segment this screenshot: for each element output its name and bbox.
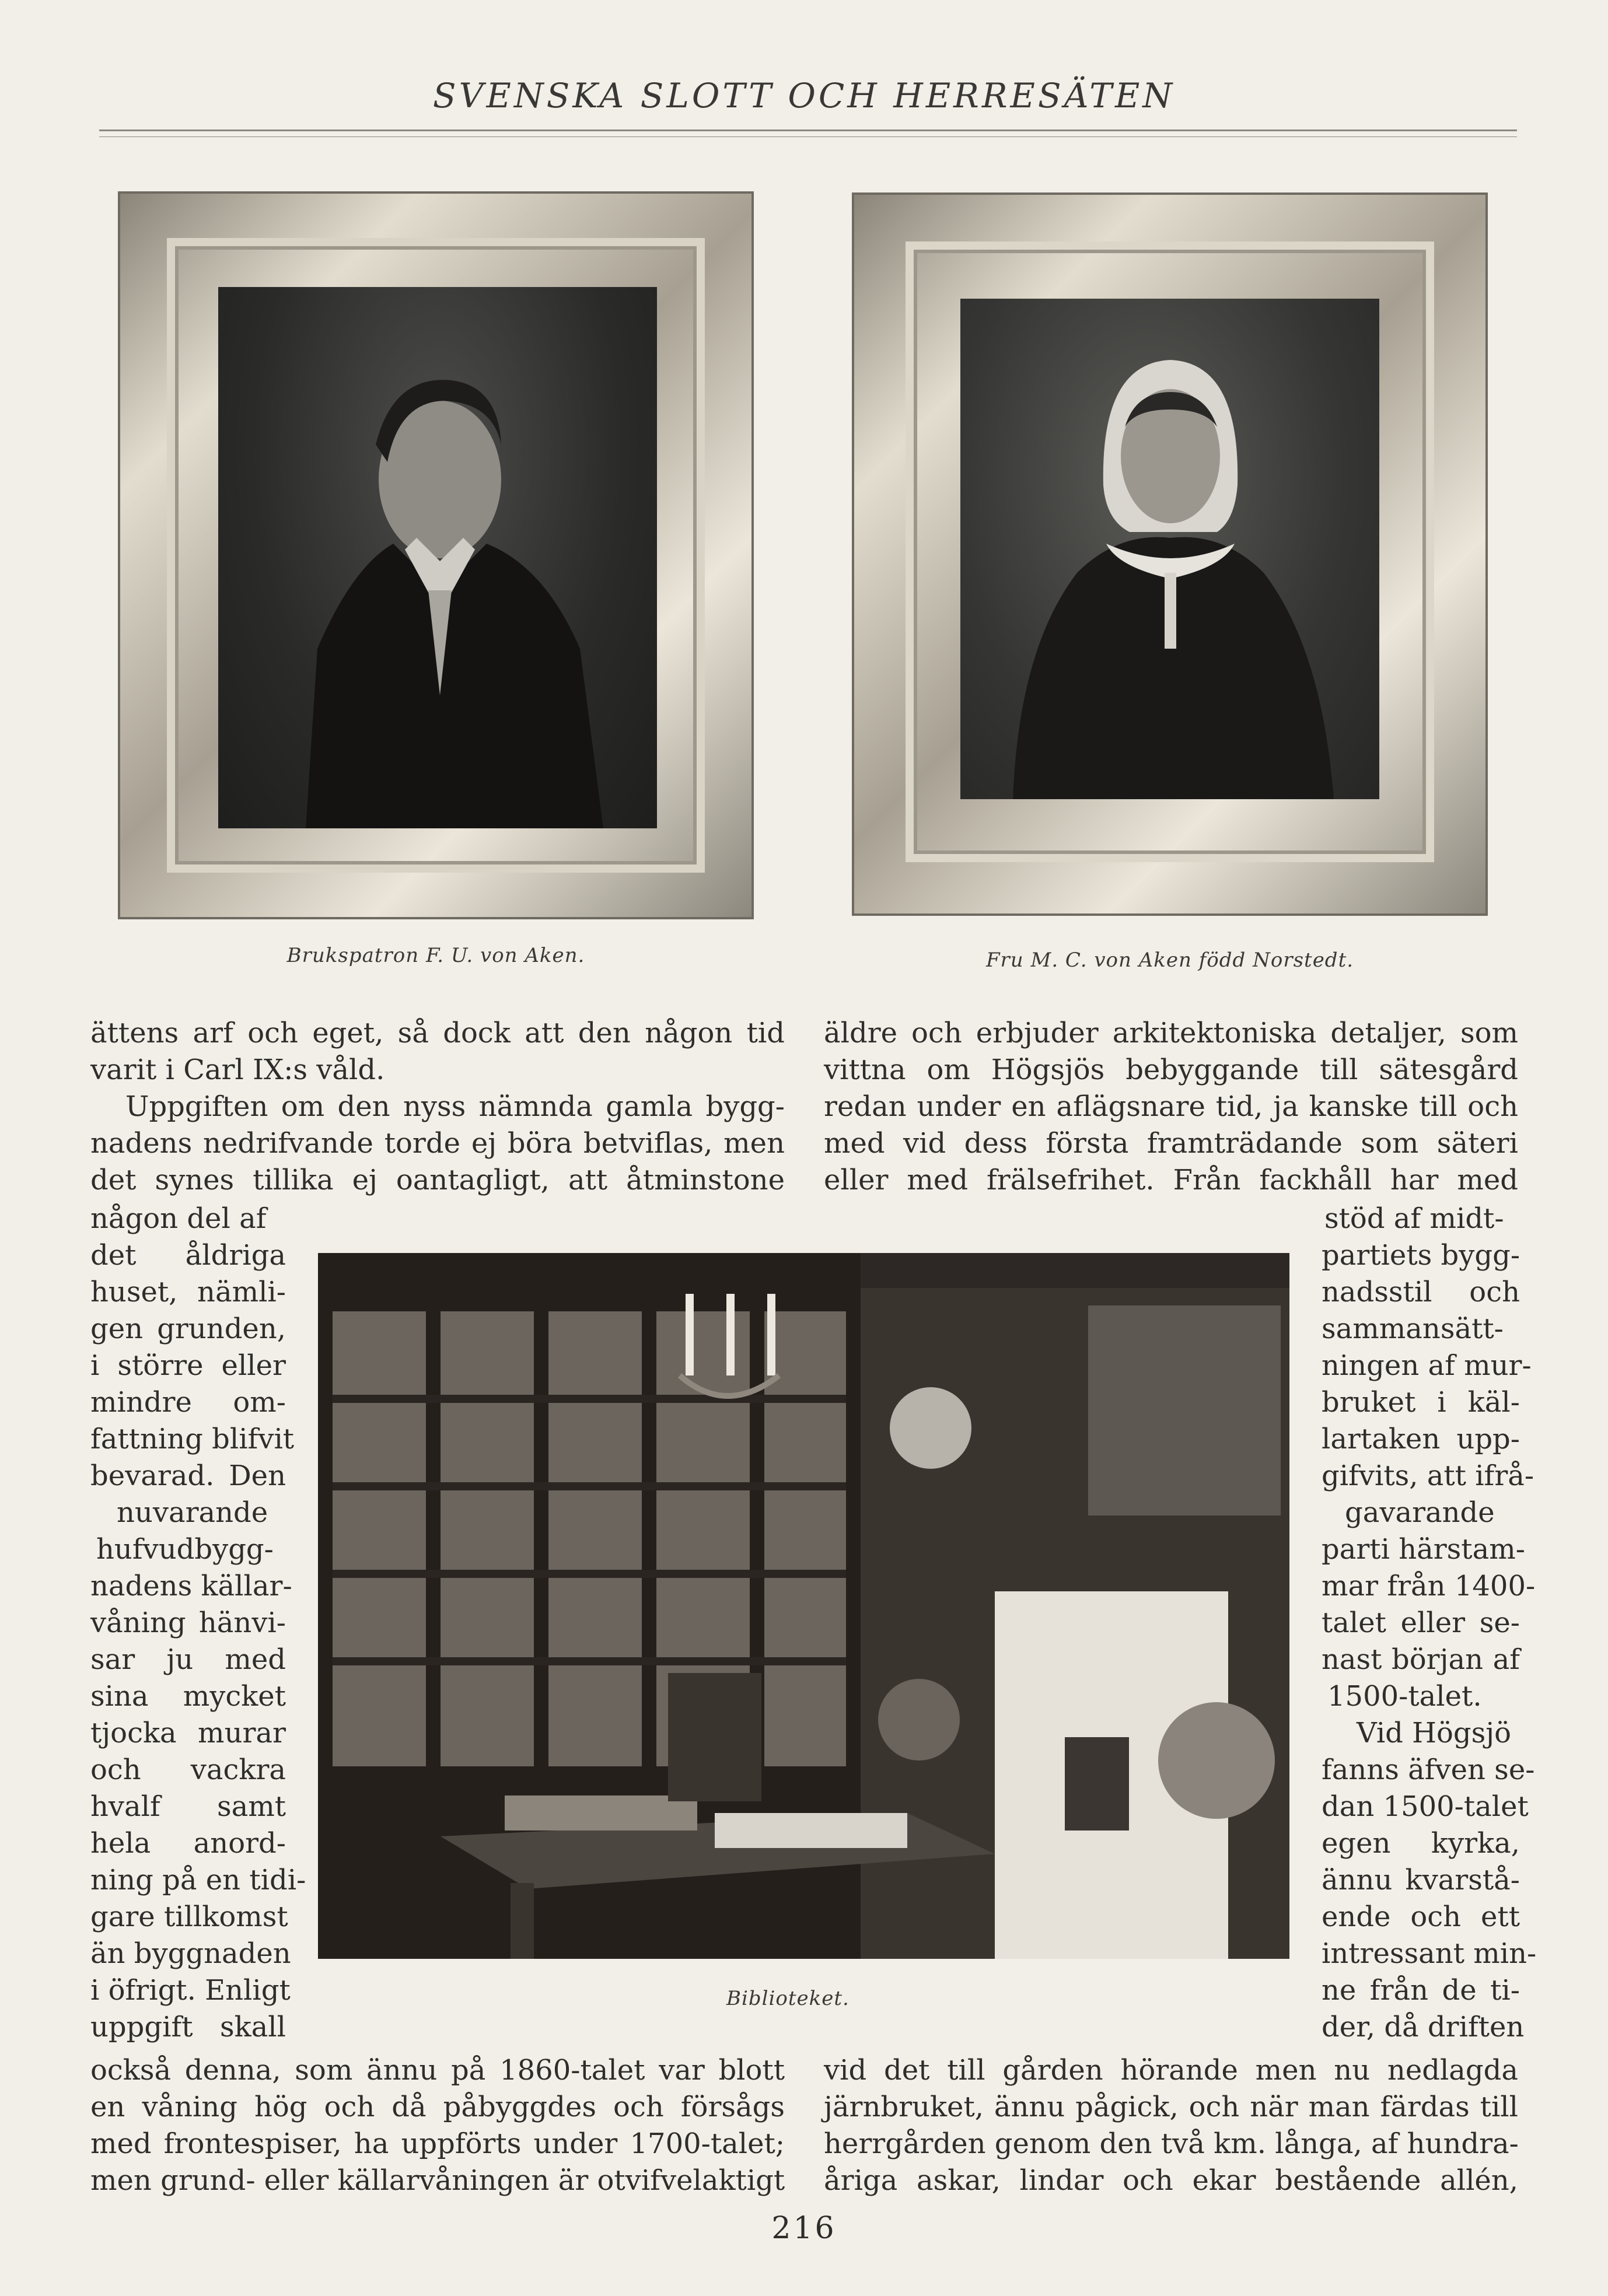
- header-rule-thin: [99, 136, 1517, 137]
- library-caption: Biblioteket.: [726, 1987, 850, 2010]
- paragraph-line: äldre och erbjuder arkitektoniska detaljer, som: [824, 1017, 1518, 1049]
- paragraph-line: sammansätt-: [1322, 1312, 1504, 1345]
- paragraph-line: gavarande: [1345, 1496, 1495, 1529]
- portrait-painting-woman: [960, 299, 1379, 799]
- paragraph-line: vid det till gården hörande men nu nedlagda: [824, 2054, 1518, 2087]
- header-rule: [99, 130, 1517, 131]
- paragraph-line: nadens källar-: [90, 1570, 292, 1602]
- paragraph-line: Uppgiften om den nyss nämnda gamla bygg-: [125, 1090, 785, 1123]
- paragraph-line: fanns äfven se-: [1322, 1754, 1535, 1786]
- paragraph-line: varit i Carl IX:s våld.: [90, 1054, 385, 1086]
- paragraph-line: nadsstil och: [1322, 1276, 1520, 1308]
- paragraph-line: ännu kvarstå-: [1322, 1864, 1520, 1896]
- page-number: 216: [771, 2211, 837, 2246]
- library-photo: [318, 1253, 1289, 1959]
- paragraph-line: också denna, som ännu på 1860-talet var blott: [90, 2054, 785, 2087]
- portrait-painting-man: [218, 287, 657, 828]
- paragraph-line: talet eller se-: [1322, 1606, 1520, 1639]
- paragraph-line: och vackra: [90, 1754, 286, 1786]
- paragraph-line: bruket i käl-: [1322, 1386, 1520, 1419]
- paragraph-line: ningen af mur-: [1322, 1349, 1532, 1382]
- paragraph-line: parti härstam-: [1322, 1533, 1525, 1566]
- paragraph-line: med frontespiser, ha uppförts under 1700-talet;: [90, 2127, 785, 2160]
- paragraph-line: i större eller: [90, 1349, 286, 1382]
- paragraph-line: åriga askar, lindar och ekar bestående allén,: [824, 2164, 1518, 2197]
- paragraph-line: stöd af midt-: [1324, 1202, 1504, 1235]
- paragraph-line: Vid Högsjö: [1357, 1717, 1512, 1749]
- paragraph-line: sina mycket: [90, 1680, 286, 1713]
- paragraph-line: bevarad. Den: [90, 1460, 286, 1492]
- paragraph-line: partiets bygg-: [1322, 1239, 1520, 1272]
- paragraph-line: eller med frälsefrihet. Från fackhåll har med: [824, 1164, 1518, 1196]
- paragraph-line: huset, nämli-: [90, 1276, 286, 1308]
- portrait-frame-left: [118, 191, 754, 919]
- paragraph-line: fattning blifvit: [90, 1423, 295, 1455]
- paragraph-line: tjocka murar: [90, 1717, 286, 1749]
- paragraph-line: nuvarande: [117, 1496, 268, 1529]
- paragraph-line: gen grunden,: [90, 1312, 286, 1345]
- paragraph-line: lartaken upp-: [1322, 1423, 1520, 1455]
- paragraph-line: ättens arf och eget, så dock att den någon tid: [90, 1017, 785, 1049]
- paragraph-line: gare tillkomst: [90, 1901, 288, 1933]
- paragraph-line: ning på en tidi-: [90, 1864, 306, 1896]
- paragraph-line: någon del af: [90, 1202, 267, 1235]
- library-scene: [318, 1253, 1289, 1959]
- paragraph-line: hufvudbygg-: [96, 1533, 274, 1566]
- paragraph-line: järnbruket, ännu pågick, och när man färdas till: [824, 2091, 1518, 2123]
- paragraph-line: mindre om-: [90, 1386, 286, 1419]
- paragraph-line: gifvits, att ifrå-: [1322, 1460, 1534, 1492]
- paragraph-line: med vid dess första framträdande som säteri: [824, 1127, 1518, 1160]
- paragraph-line: ende och ett: [1322, 1901, 1520, 1933]
- paragraph-line: mar från 1400-: [1322, 1570, 1536, 1602]
- paragraph-line: det åldriga: [90, 1239, 286, 1272]
- paragraph-line: nadens nedrifvande torde ej böra betviflas, men: [90, 1127, 785, 1160]
- paragraph-line: uppgift skall: [90, 2011, 286, 2043]
- paragraph-line: der, då driften: [1322, 2011, 1525, 2043]
- paragraph-line: det synes tillika ej oantagligt, att åtminstone: [90, 1164, 785, 1196]
- running-header: SVENSKA SLOTT OCH HERRESÄTEN: [432, 76, 1176, 116]
- paragraph-line: nast början af: [1322, 1643, 1520, 1676]
- paragraph-line: intressant min-: [1322, 1937, 1537, 1970]
- paragraph-line: 1500-talet.: [1327, 1680, 1482, 1713]
- woman-portrait-figure: [960, 299, 1379, 799]
- man-portrait-figure: [218, 287, 657, 828]
- paragraph-line: i öfrigt. Enligt: [90, 1974, 291, 2007]
- portrait-caption-left: Brukspatron F. U. von Aken.: [286, 944, 585, 967]
- paragraph-line: vittna om Högsjös bebyggande till sätesgård: [824, 1054, 1518, 1086]
- paragraph-line: en våning hög och då påbyggdes och försågs: [90, 2091, 785, 2123]
- paragraph-line: dan 1500-talet: [1322, 1790, 1529, 1823]
- paragraph-line: hvalf samt: [90, 1790, 286, 1823]
- paragraph-line: ne från de ti-: [1322, 1974, 1520, 2007]
- paragraph-line: egen kyrka,: [1322, 1827, 1520, 1860]
- paragraph-line: våning hänvi-: [90, 1606, 286, 1639]
- paragraph-line: herrgården genom den två km. långa, af hundra-: [824, 2127, 1519, 2160]
- paragraph-line: sar ju med: [90, 1643, 286, 1676]
- paragraph-line: hela anord-: [90, 1827, 286, 1860]
- paragraph-line: redan under en aflägsnare tid, ja kanske till och: [824, 1090, 1518, 1123]
- portrait-frame-right: [852, 192, 1488, 916]
- paragraph-line: men grund- eller källarvåningen är otvifvelaktigt: [90, 2164, 785, 2197]
- paragraph-line: än byggnaden: [90, 1937, 291, 1970]
- portrait-caption-right: Fru M. C. von Aken född Norstedt.: [985, 949, 1354, 972]
